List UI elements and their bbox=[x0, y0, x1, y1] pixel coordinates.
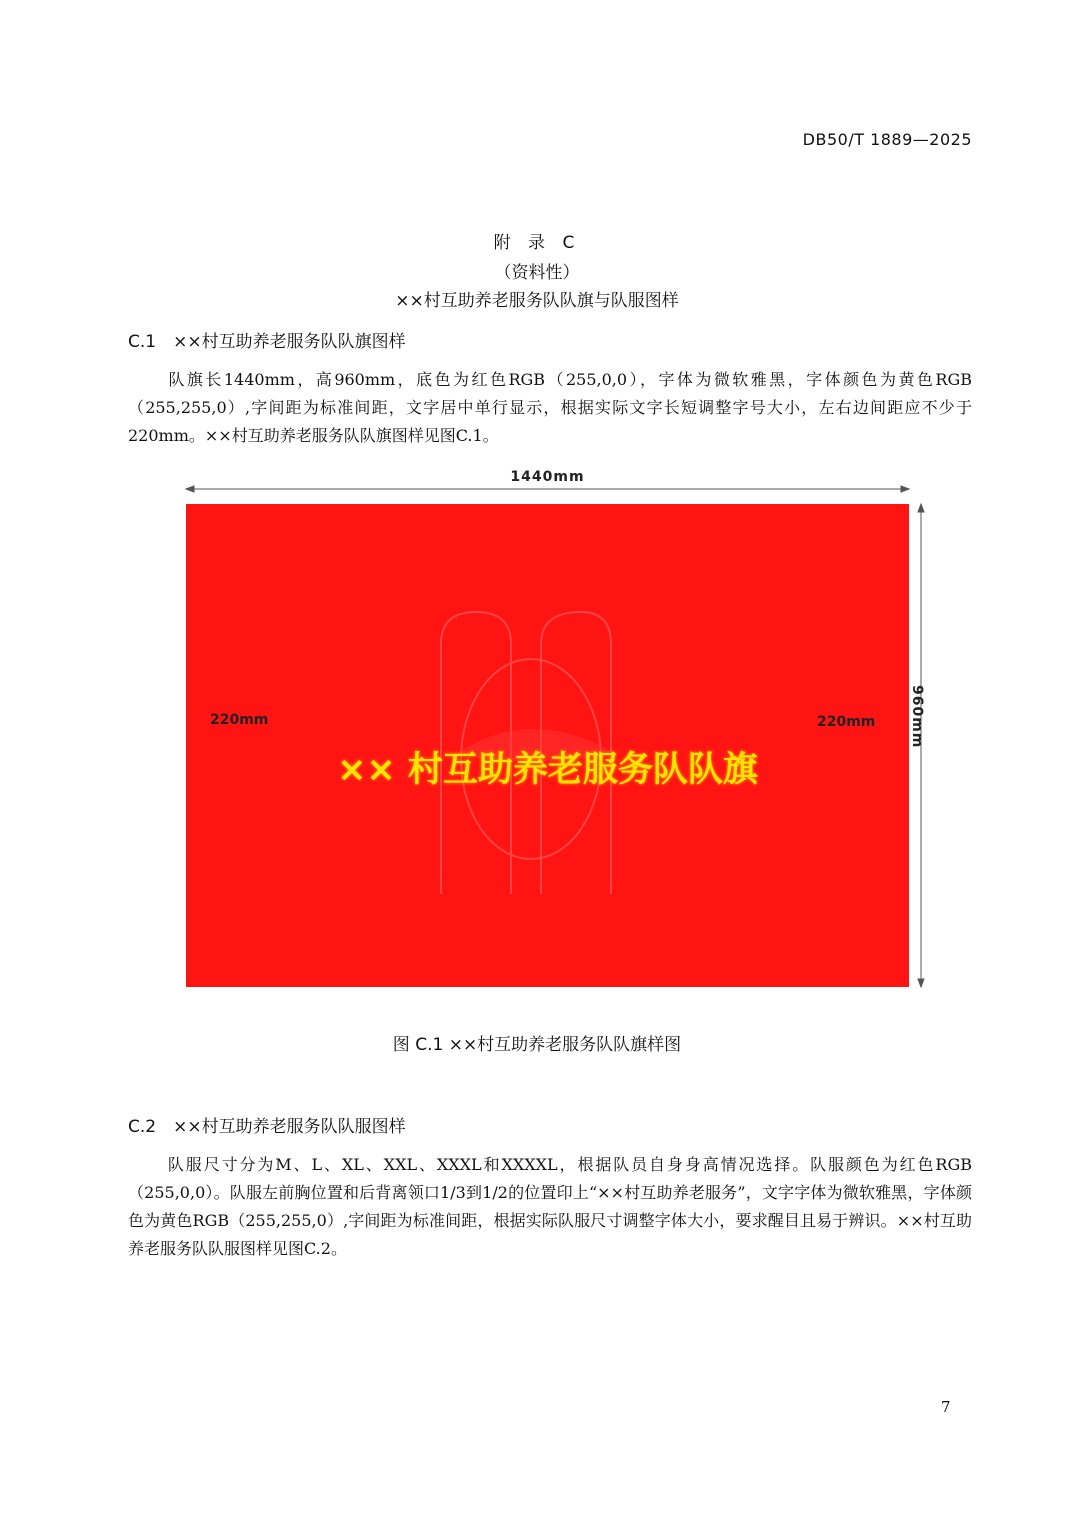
width-label: 1440mm bbox=[510, 469, 585, 485]
section-paragraph-c2-text: 队服尺寸分为M、L、XL、XXL、XXXL和XXXXL，根据队员自身身高情况选择。队服颜色为红色RGB（255,0,0）。队服左前胸位置和后背离领口1/3到1/2的位置印上“××村互助养老服务”，文字字体为微软雅黑，字体颜色为黄色RGB（255,255,0）,字间距为标准间距，根据实际队服尺寸调整字体大小，要求醒目且易于辨识。××村互助养老服务队队服图样见图C.2。 bbox=[128, 1155, 972, 1258]
page-number: 7 bbox=[941, 1398, 951, 1416]
section-heading-c2: C.2 ××村互助养老服务队队服图样 bbox=[128, 1117, 406, 1137]
figure-caption: 图 C.1 ××村互助养老服务队队旗样图 bbox=[392, 1035, 682, 1055]
section-paragraph-c2 bbox=[128, 1151, 972, 1263]
arrow-head-left bbox=[186, 486, 194, 492]
document-code: DB50/T 1889—2025 bbox=[802, 130, 972, 149]
arrow-head-bottom bbox=[918, 979, 924, 987]
section-paragraph-c1-text: 队旗长1440mm，高960mm，底色为红色RGB（255,0,0），字体为微软雅黑，字体颜色为黄色RGB（255,255,0）,字间距为标准间距，文字居中单行显示，根据实际文字长短调整字号大小，左右边间距应不少于220mm。××村互助养老服务队队旗图样见图C.1。 bbox=[128, 370, 972, 445]
margin-left-label: 220mm bbox=[210, 712, 269, 728]
section-heading-c1: C.1 ××村互助养老服务队队旗图样 bbox=[128, 332, 406, 352]
team-flag bbox=[186, 504, 909, 987]
flag-figure bbox=[180, 465, 960, 1025]
appendix-type: （资料性） bbox=[494, 263, 580, 283]
height-label: 960mm bbox=[909, 685, 925, 749]
margin-right-label: 220mm bbox=[817, 714, 876, 730]
flag-text: ×× 村互助养老服务队队旗 bbox=[337, 750, 758, 790]
section-paragraph-c1 bbox=[128, 366, 972, 450]
appendix-subject: ××村互助养老服务队队旗与队服图样 bbox=[395, 291, 679, 311]
appendix-title: 附 录 C bbox=[493, 233, 581, 253]
arrow-head-right bbox=[901, 486, 909, 492]
arrow-head-top bbox=[918, 504, 924, 512]
